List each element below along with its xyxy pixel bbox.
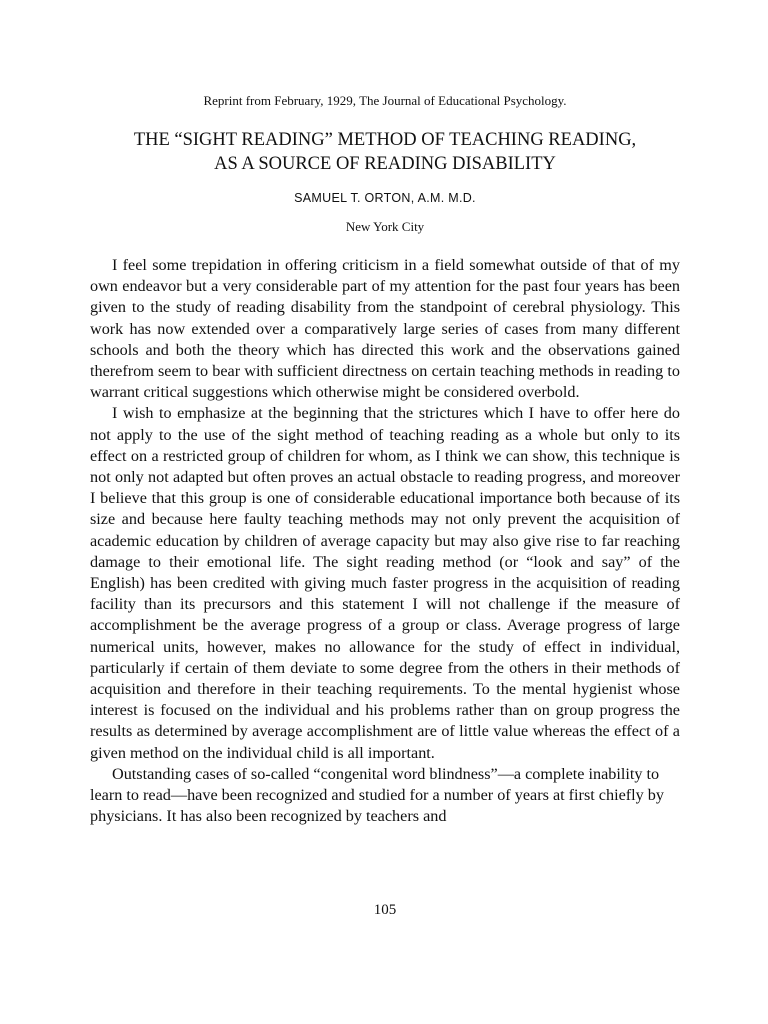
paragraph-1: I feel some trepidation in offering criticism in a field somewhat outside of that of my own endeavor but a very considerable part of my attention for the past four years has been given to the study of reading disability from the standpoint of cerebral physiology. This work has now extended over a comparatively large series of cases from many different schools and both the theory which has directed this work and the observations gained therefrom seem to bear with sufficient directness on certain teaching methods in reading to warrant critical suggestions which otherwise might be considered overbold. [90,256,680,402]
article-body [90,255,680,827]
author-location: New York City [345,219,425,234]
page-number: 105 [373,902,397,918]
document-page [90,0,680,1024]
title-line-1: THE “SIGHT READING” METHOD OF TEACHING READING, [133,130,637,150]
paragraph-3: Outstanding cases of so-called “congenital word blindness”—a complete inability to learn to read—have been recognized and studied for a number of years at first chiefly by physicians. It has also been recognized by teachers and [90,764,664,826]
article-title [90,128,680,176]
title-line-2: AS A SOURCE OF READING DISABILITY [214,154,556,174]
reprint-notice: Reprint from February, 1929, The Journal of Educational Psychology. [203,93,567,108]
author-name: SAMUEL T. ORTON, A.M. M.D. [294,191,476,205]
paragraph-2: I wish to emphasize at the beginning that the strictures which I have to offer here do not apply to the use of the sight method of teaching reading as a whole but only to its effect on a restricted group of children for whom, as I think we can show, this technique is not only not adapted but often proves an actual obstacle to reading progress, and moreover I believe that this group is one of considerable educational importance both because of its size and because here faulty teaching methods may not only prevent the acquisition of academic education by children of average capacity but may also give rise to far reaching damage to their emotional life. The sight reading method (or “look and say” of the English) has been credited with giving much faster progress in the acquisition of reading facility than its precursors and this statement I will not challenge if the measure of accomplishment be the average progress of a group or class. Average progress of large numerical units, however, makes no allowance for the study of effect in individual, particularly if certain of them deviate to some degree from the others in their methods of acquisition and therefore in their teaching requirements. To the mental hygienist whose interest is focused on the individual and his problems rather than on group progress the results as determined by average accomplishment are of little value whereas the effect of a given method on the individual child is all important. [90,404,680,762]
